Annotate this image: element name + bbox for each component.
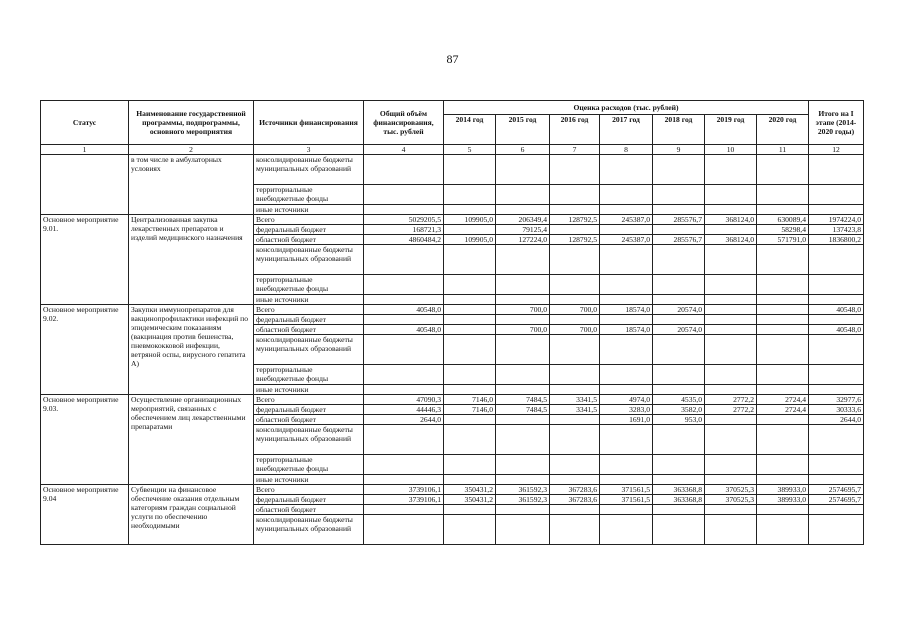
amount-cell — [496, 425, 550, 455]
amount-cell: 44446,3 — [364, 405, 444, 415]
amount-cell — [550, 475, 600, 485]
amount-cell: 3582,0 — [653, 405, 705, 415]
amount-cell: 1836800,2 — [809, 235, 864, 245]
amount-cell — [705, 425, 757, 455]
amount-cell: 700,0 — [496, 325, 550, 335]
amount-cell — [653, 225, 705, 235]
funding-source-cell: территориальные внебюджетные фонды — [254, 185, 364, 205]
amount-cell: 128792,5 — [550, 235, 600, 245]
amount-cell: 7146,0 — [444, 405, 496, 415]
funding-source-cell: федеральный бюджет — [254, 225, 364, 235]
amount-cell — [496, 475, 550, 485]
amount-cell: 2574695,7 — [809, 485, 864, 495]
amount-cell — [757, 475, 809, 485]
program-name-cell: Закупки иммунопрепаратов для вакцинопрофилактики инфекций по эпидемическим показаниям (вакцинация против бешенства, пневмококковой инфекции, ветряной оспы, вирусного гепатита А) — [129, 305, 254, 395]
amount-cell — [364, 185, 444, 205]
funding-source-cell: федеральный бюджет — [254, 495, 364, 505]
amount-cell — [444, 515, 496, 545]
amount-cell — [444, 455, 496, 475]
amount-cell: 3341,5 — [550, 405, 600, 415]
amount-cell — [496, 205, 550, 215]
amount-cell — [444, 225, 496, 235]
funding-source-cell: областной бюджет — [254, 415, 364, 425]
amount-cell — [600, 295, 653, 305]
amount-cell: 245387,0 — [600, 215, 653, 225]
amount-cell — [600, 225, 653, 235]
header-year: 2019 год — [705, 115, 757, 145]
amount-cell: 350431,2 — [444, 495, 496, 505]
header-year: 2016 год — [550, 115, 600, 145]
amount-cell — [809, 205, 864, 215]
column-number: 8 — [600, 145, 653, 155]
amount-cell: 370525,3 — [705, 495, 757, 505]
column-number: 2 — [129, 145, 254, 155]
funding-source-cell: консолидированные бюджеты муниципальных образований — [254, 155, 364, 185]
amount-cell — [757, 305, 809, 315]
header-name: Наименование государственной программы, подпрограммы, основного мероприятия — [129, 101, 254, 145]
amount-cell: 4535,0 — [653, 395, 705, 405]
funding-source-cell: иные источники — [254, 385, 364, 395]
amount-cell: 137423,8 — [809, 225, 864, 235]
header-year: 2015 год — [496, 115, 550, 145]
amount-cell — [653, 425, 705, 455]
column-number: 1 — [41, 145, 129, 155]
amount-cell — [550, 425, 600, 455]
amount-cell — [653, 505, 705, 515]
column-number: 5 — [444, 145, 496, 155]
amount-cell — [496, 335, 550, 365]
amount-cell — [364, 335, 444, 365]
amount-cell — [757, 295, 809, 305]
amount-cell — [600, 185, 653, 205]
amount-cell: 40548,0 — [809, 325, 864, 335]
program-name-cell: Централизованная закупка лекарственных препаратов и изделий медицинского назначения — [129, 215, 254, 305]
funding-source-cell: консолидированные бюджеты муниципальных образований — [254, 245, 364, 275]
amount-cell — [757, 155, 809, 185]
amount-cell — [705, 475, 757, 485]
amount-cell: 109905,0 — [444, 235, 496, 245]
amount-cell: 371561,5 — [600, 495, 653, 505]
status-cell: Основное мероприятие 9.03. — [41, 395, 129, 485]
amount-cell: 18574,0 — [600, 305, 653, 315]
amount-cell — [705, 155, 757, 185]
amount-cell — [550, 205, 600, 215]
funding-source-cell: Всего — [254, 305, 364, 315]
amount-cell — [809, 515, 864, 545]
amount-cell — [496, 245, 550, 275]
amount-cell — [757, 245, 809, 275]
amount-cell — [364, 505, 444, 515]
amount-cell — [496, 385, 550, 395]
amount-cell — [705, 385, 757, 395]
amount-cell: 700,0 — [496, 305, 550, 315]
amount-cell — [550, 515, 600, 545]
amount-cell — [705, 505, 757, 515]
amount-cell — [444, 325, 496, 335]
header-year: 2017 год — [600, 115, 653, 145]
amount-cell — [809, 475, 864, 485]
amount-cell — [444, 335, 496, 365]
funding-source-cell: консолидированные бюджеты муниципальных образований — [254, 515, 364, 545]
funding-source-cell: территориальные внебюджетные фонды — [254, 275, 364, 295]
header-stage-total: Итого на I этапе (2014-2020 годы) — [809, 101, 864, 145]
amount-cell — [653, 365, 705, 385]
amount-cell — [364, 205, 444, 215]
status-cell: Основное мероприятие 9.01. — [41, 215, 129, 305]
table-row — [41, 395, 864, 405]
amount-cell — [364, 365, 444, 385]
amount-cell — [364, 295, 444, 305]
page-number: 87 — [446, 52, 459, 66]
amount-cell: 20574,0 — [653, 325, 705, 335]
column-number: 3 — [254, 145, 364, 155]
amount-cell: 367283,6 — [550, 485, 600, 495]
header-sources: Источники финансирования — [254, 101, 364, 145]
column-number: 6 — [496, 145, 550, 155]
amount-cell — [757, 315, 809, 325]
amount-cell: 2574695,7 — [809, 495, 864, 505]
amount-cell — [653, 475, 705, 485]
amount-cell — [705, 325, 757, 335]
amount-cell — [364, 455, 444, 475]
amount-cell — [496, 365, 550, 385]
amount-cell — [600, 505, 653, 515]
amount-cell: 367283,6 — [550, 495, 600, 505]
amount-cell — [809, 295, 864, 305]
amount-cell — [444, 185, 496, 205]
amount-cell — [809, 365, 864, 385]
amount-cell: 700,0 — [550, 305, 600, 315]
funding-source-cell: иные источники — [254, 295, 364, 305]
amount-cell — [653, 275, 705, 295]
amount-cell — [653, 295, 705, 305]
amount-cell — [550, 185, 600, 205]
amount-cell: 285576,7 — [653, 215, 705, 225]
amount-cell: 47090,3 — [364, 395, 444, 405]
header-year: 2020 год — [757, 115, 809, 145]
amount-cell — [444, 425, 496, 455]
amount-cell — [653, 335, 705, 365]
amount-cell — [550, 505, 600, 515]
amount-cell: 127224,0 — [496, 235, 550, 245]
amount-cell — [600, 365, 653, 385]
amount-cell: 109905,0 — [444, 215, 496, 225]
amount-cell — [550, 385, 600, 395]
amount-cell — [757, 205, 809, 215]
amount-cell: 4974,0 — [600, 395, 653, 405]
amount-cell — [653, 155, 705, 185]
amount-cell: 368124,0 — [705, 235, 757, 245]
amount-cell: 571791,0 — [757, 235, 809, 245]
column-number: 9 — [653, 145, 705, 155]
amount-cell: 245387,0 — [600, 235, 653, 245]
amount-cell — [705, 515, 757, 545]
amount-cell — [705, 245, 757, 275]
amount-cell — [757, 325, 809, 335]
amount-cell — [444, 305, 496, 315]
amount-cell — [653, 385, 705, 395]
amount-cell: 2644,0 — [364, 415, 444, 425]
amount-cell — [444, 415, 496, 425]
amount-cell — [757, 335, 809, 365]
amount-cell — [550, 295, 600, 305]
amount-cell — [550, 365, 600, 385]
amount-cell — [550, 415, 600, 425]
amount-cell — [809, 385, 864, 395]
amount-cell — [496, 505, 550, 515]
amount-cell — [809, 245, 864, 275]
amount-cell: 363368,8 — [653, 485, 705, 495]
status-cell — [41, 155, 129, 215]
amount-cell — [757, 425, 809, 455]
column-number: 11 — [757, 145, 809, 155]
amount-cell — [496, 155, 550, 185]
funding-source-cell: иные источники — [254, 205, 364, 215]
amount-cell — [757, 505, 809, 515]
status-cell: Основное мероприятие 9.04 — [41, 485, 129, 545]
amount-cell — [364, 425, 444, 455]
amount-cell — [600, 335, 653, 365]
funding-source-cell: федеральный бюджет — [254, 405, 364, 415]
amount-cell — [705, 365, 757, 385]
amount-cell — [705, 205, 757, 215]
header-year: 2018 год — [653, 115, 705, 145]
funding-source-cell: территориальные внебюджетные фонды — [254, 365, 364, 385]
header-estimate: Оценка расходов (тыс. рублей) — [444, 101, 809, 115]
amount-cell — [757, 385, 809, 395]
amount-cell — [364, 155, 444, 185]
amount-cell — [496, 295, 550, 305]
amount-cell: 361592,3 — [496, 485, 550, 495]
funding-source-cell: областной бюджет — [254, 505, 364, 515]
funding-source-cell: областной бюджет — [254, 235, 364, 245]
amount-cell: 350431,2 — [444, 485, 496, 495]
amount-cell — [600, 425, 653, 455]
column-number: 4 — [364, 145, 444, 155]
amount-cell — [757, 455, 809, 475]
amount-cell: 368124,0 — [705, 215, 757, 225]
budget-table — [40, 100, 864, 545]
amount-cell: 953,0 — [653, 415, 705, 425]
table-row — [41, 215, 864, 225]
header-year: 2014 год — [444, 115, 496, 145]
amount-cell: 2724,4 — [757, 395, 809, 405]
amount-cell: 7484,5 — [496, 405, 550, 415]
amount-cell — [550, 455, 600, 475]
amount-cell — [600, 205, 653, 215]
amount-cell — [600, 475, 653, 485]
column-number: 7 — [550, 145, 600, 155]
amount-cell: 40548,0 — [364, 305, 444, 315]
program-name-cell: Осуществление организационных мероприятий, связанных с обеспечением лиц лекарственными препаратами — [129, 395, 254, 485]
amount-cell: 1691,0 — [600, 415, 653, 425]
amount-cell — [705, 305, 757, 315]
amount-cell — [364, 245, 444, 275]
amount-cell — [444, 295, 496, 305]
amount-cell — [653, 205, 705, 215]
amount-cell — [444, 245, 496, 275]
amount-cell — [653, 185, 705, 205]
amount-cell — [809, 455, 864, 475]
amount-cell: 389933,0 — [757, 485, 809, 495]
amount-cell — [550, 275, 600, 295]
amount-cell: 206349,4 — [496, 215, 550, 225]
header-total: Общий объём финансирования, тыс. рублей — [364, 101, 444, 145]
amount-cell: 40548,0 — [809, 305, 864, 315]
amount-cell: 2772,2 — [705, 395, 757, 405]
amount-cell: 361592,3 — [496, 495, 550, 505]
amount-cell — [705, 295, 757, 305]
amount-cell: 371561,5 — [600, 485, 653, 495]
amount-cell: 389933,0 — [757, 495, 809, 505]
amount-cell — [600, 385, 653, 395]
amount-cell — [496, 185, 550, 205]
amount-cell — [364, 385, 444, 395]
amount-cell: 58298,4 — [757, 225, 809, 235]
amount-cell — [364, 475, 444, 485]
amount-cell — [809, 185, 864, 205]
amount-cell — [550, 225, 600, 235]
amount-cell — [444, 155, 496, 185]
amount-cell: 285576,7 — [653, 235, 705, 245]
amount-cell — [705, 225, 757, 235]
amount-cell — [600, 315, 653, 325]
amount-cell — [496, 515, 550, 545]
amount-cell: 30333,6 — [809, 405, 864, 415]
amount-cell: 2772,2 — [705, 405, 757, 415]
amount-cell: 630089,4 — [757, 215, 809, 225]
column-number: 10 — [705, 145, 757, 155]
amount-cell — [757, 515, 809, 545]
amount-cell — [757, 365, 809, 385]
amount-cell: 2724,4 — [757, 405, 809, 415]
amount-cell: 7146,0 — [444, 395, 496, 405]
amount-cell: 3739106,1 — [364, 485, 444, 495]
amount-cell: 370525,3 — [705, 485, 757, 495]
amount-cell — [757, 415, 809, 425]
amount-cell: 3283,0 — [600, 405, 653, 415]
amount-cell — [496, 455, 550, 475]
amount-cell: 32977,6 — [809, 395, 864, 405]
amount-cell — [496, 415, 550, 425]
funding-source-cell: Всего — [254, 485, 364, 495]
amount-cell — [550, 335, 600, 365]
amount-cell — [809, 335, 864, 365]
amount-cell — [364, 515, 444, 545]
program-name-cell: Субвенции на финансовое обеспечение оказания отдельным категориям граждан социальной услуги по обеспечению необходимыми — [129, 485, 254, 545]
funding-source-cell: федеральный бюджет — [254, 315, 364, 325]
amount-cell — [444, 365, 496, 385]
amount-cell — [809, 275, 864, 295]
amount-cell — [705, 415, 757, 425]
amount-cell — [653, 315, 705, 325]
amount-cell — [550, 315, 600, 325]
amount-cell — [809, 505, 864, 515]
amount-cell — [444, 315, 496, 325]
amount-cell: 7484,5 — [496, 395, 550, 405]
amount-cell — [444, 205, 496, 215]
amount-cell: 363368,8 — [653, 495, 705, 505]
amount-cell — [444, 275, 496, 295]
amount-cell — [600, 455, 653, 475]
amount-cell — [496, 315, 550, 325]
program-name-cell: в том числе в амбулаторных условиях — [129, 155, 254, 215]
amount-cell — [444, 505, 496, 515]
amount-cell — [364, 275, 444, 295]
header-status: Статус — [41, 101, 129, 145]
amount-cell — [705, 275, 757, 295]
funding-source-cell: Всего — [254, 215, 364, 225]
amount-cell: 79125,4 — [496, 225, 550, 235]
amount-cell: 168721,3 — [364, 225, 444, 235]
amount-cell — [600, 155, 653, 185]
amount-cell: 128792,5 — [550, 215, 600, 225]
amount-cell — [809, 155, 864, 185]
amount-cell: 3739106,1 — [364, 495, 444, 505]
amount-cell: 2644,0 — [809, 415, 864, 425]
funding-source-cell: консолидированные бюджеты муниципальных образований — [254, 335, 364, 365]
column-number: 12 — [809, 145, 864, 155]
amount-cell — [496, 275, 550, 295]
amount-cell: 40548,0 — [364, 325, 444, 335]
amount-cell — [705, 335, 757, 365]
amount-cell — [444, 385, 496, 395]
funding-source-cell: областной бюджет — [254, 325, 364, 335]
amount-cell — [809, 425, 864, 455]
amount-cell — [600, 515, 653, 545]
amount-cell — [705, 455, 757, 475]
table-row — [41, 305, 864, 315]
amount-cell — [550, 155, 600, 185]
amount-cell — [653, 515, 705, 545]
table-row — [41, 155, 864, 185]
funding-source-cell: консолидированные бюджеты муниципальных образований — [254, 425, 364, 455]
status-cell: Основное мероприятие 9.02. — [41, 305, 129, 395]
amount-cell: 20574,0 — [653, 305, 705, 315]
amount-cell — [600, 245, 653, 275]
amount-cell — [600, 275, 653, 295]
amount-cell — [757, 185, 809, 205]
amount-cell — [653, 455, 705, 475]
amount-cell — [705, 185, 757, 205]
amount-cell — [444, 475, 496, 485]
funding-source-cell: Всего — [254, 395, 364, 405]
amount-cell: 5029205,5 — [364, 215, 444, 225]
funding-source-cell: иные источники — [254, 475, 364, 485]
amount-cell — [364, 315, 444, 325]
amount-cell: 3341,5 — [550, 395, 600, 405]
amount-cell: 4860484,2 — [364, 235, 444, 245]
amount-cell: 700,0 — [550, 325, 600, 335]
amount-cell — [653, 245, 705, 275]
amount-cell: 1974224,0 — [809, 215, 864, 225]
table-row — [41, 485, 864, 495]
amount-cell — [809, 315, 864, 325]
amount-cell — [705, 315, 757, 325]
amount-cell — [550, 245, 600, 275]
amount-cell — [757, 275, 809, 295]
amount-cell: 18574,0 — [600, 325, 653, 335]
funding-source-cell: территориальные внебюджетные фонды — [254, 455, 364, 475]
